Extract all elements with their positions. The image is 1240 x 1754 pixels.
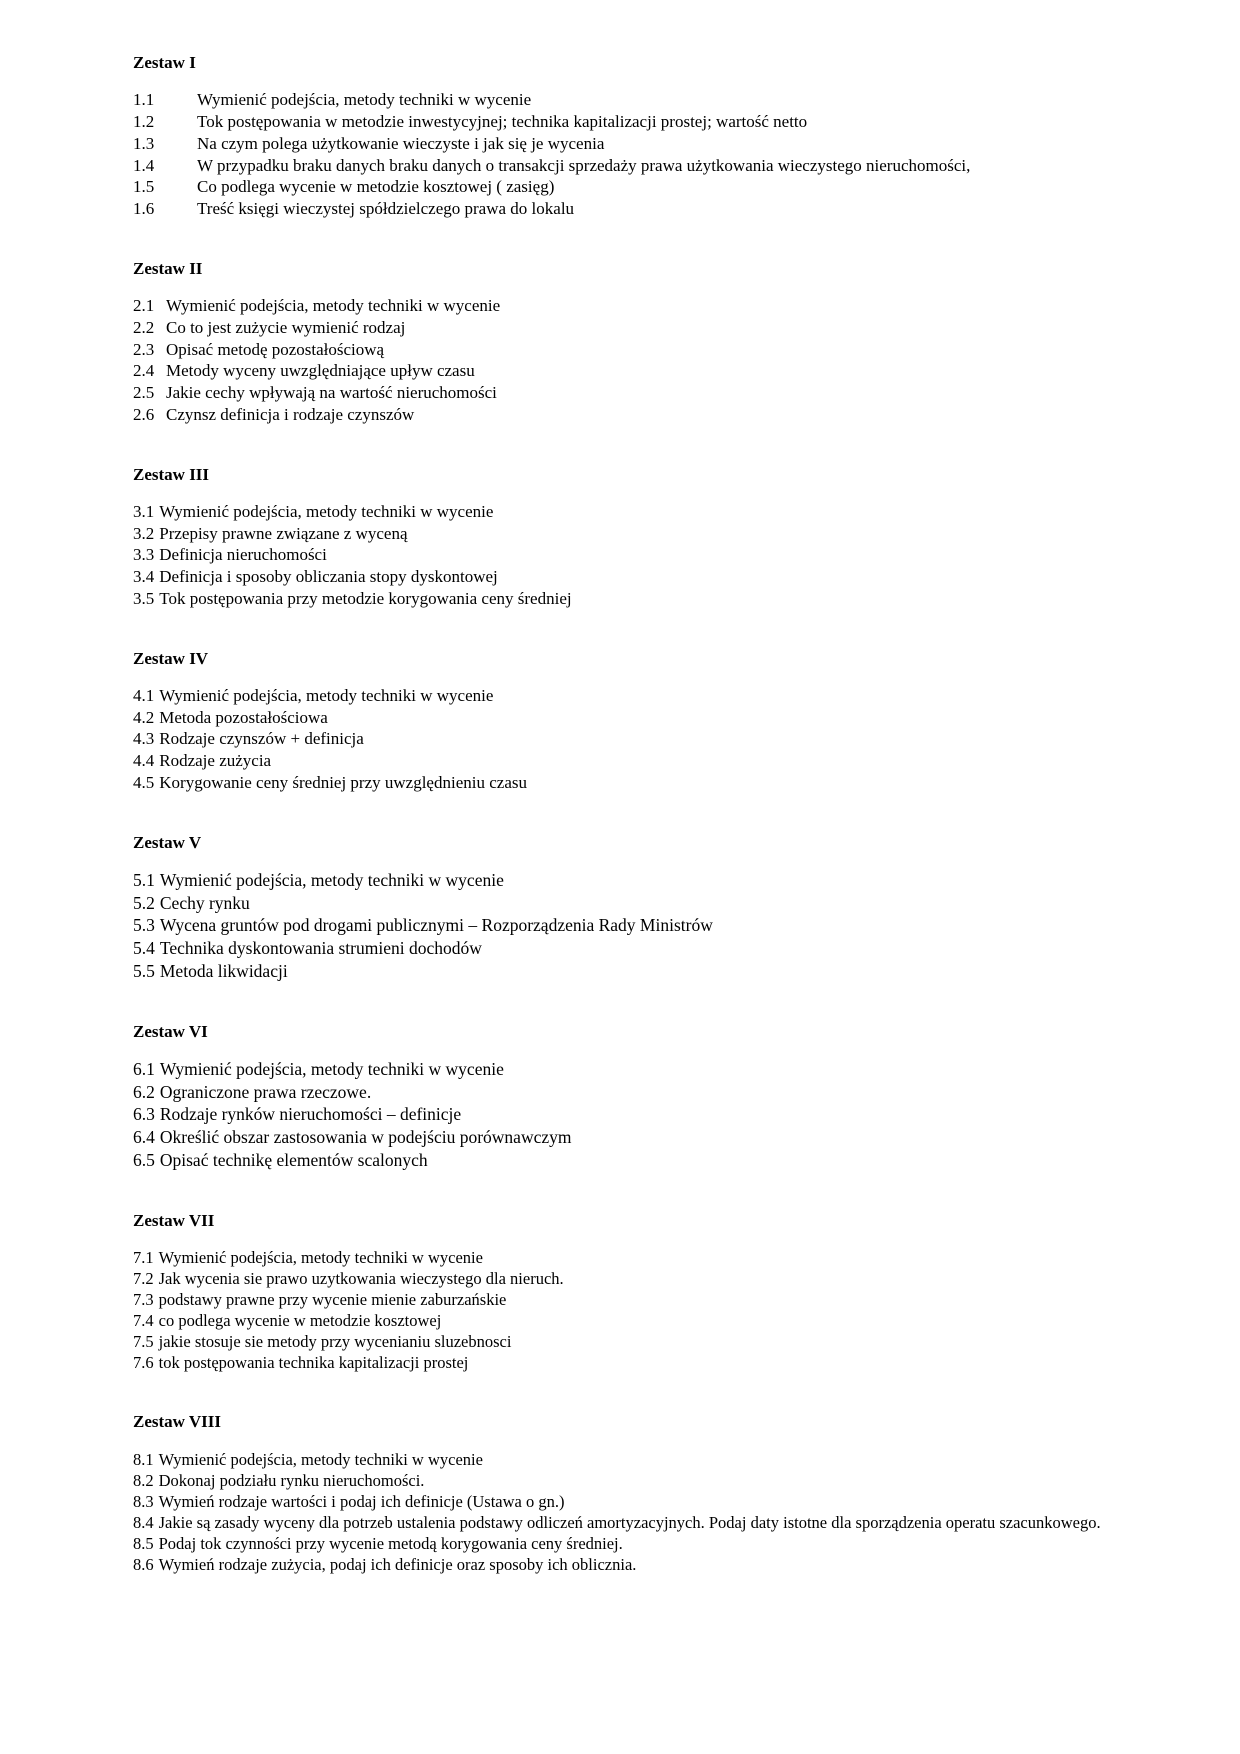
question-number: 7.1 (133, 1247, 154, 1267)
question-item (133, 869, 1130, 892)
question-text: Cechy rynku (159, 892, 250, 913)
question-item (133, 295, 1130, 317)
question-set (133, 1411, 1130, 1575)
question-text: Wymienić podejścia, metody techniki w wycenie (166, 296, 501, 315)
question-text: Na czym polega użytkowanie wieczyste i jak się je wycenia (197, 133, 605, 153)
question-text: podstawy prawne przy wycenie mienie zaburzańskie (158, 1289, 507, 1309)
question-text: Jakie są zasady wyceny dla potrzeb ustalenia podstawy odliczeń amortyzacyjnych. Podaj daty istotne dla sporządzenia operatu szacunkowego. (158, 1512, 1101, 1532)
question-number: 7.4 (133, 1311, 154, 1331)
question-item (133, 707, 1130, 729)
question-item (133, 1352, 1130, 1373)
question-text: Co to jest zużycie wymienić rodzaj (166, 317, 406, 337)
question-number: 6.5 (133, 1149, 155, 1170)
question-item (133, 892, 1130, 915)
question-number: 1.6 (133, 199, 155, 218)
question-set (133, 258, 1130, 426)
question-set (133, 1021, 1130, 1172)
question-text: Tok postępowania w metodzie inwestycyjnej; technika kapitalizacji prostej; wartość netto (197, 112, 808, 131)
question-text: Wymienić podejścia, metody techniki w wycenie (159, 1058, 504, 1079)
question-text: Metoda pozostałościowa (159, 707, 328, 727)
question-item (133, 1310, 1130, 1331)
question-text: Wymienić podejścia, metody techniki w wycenie (159, 685, 494, 705)
question-item (133, 1554, 1130, 1575)
question-item (133, 404, 1130, 426)
question-text: Przepisy prawne związane z wyceną (159, 523, 408, 543)
question-sets-container (133, 52, 1130, 1575)
question-item (133, 685, 1130, 707)
question-item (133, 1470, 1130, 1491)
question-item (133, 772, 1130, 794)
question-item (133, 914, 1130, 937)
question-text: Wymień rodzaje wartości i podaj ich definicje (Ustawa o gn.) (158, 1491, 565, 1511)
question-number: 4.5 (133, 772, 155, 792)
question-list (133, 89, 1130, 220)
question-text: Jak wycenia sie prawo uzytkowania wieczystego dla nieruch. (158, 1268, 564, 1288)
question-item (133, 523, 1130, 545)
question-number: 5.2 (133, 892, 155, 913)
question-text: Wymienić podejścia, metody techniki w wycenie (158, 1449, 483, 1469)
question-set (133, 52, 1130, 220)
question-number: 2.4 (133, 361, 155, 381)
question-number: 8.2 (133, 1470, 154, 1490)
question-item (133, 1289, 1130, 1310)
question-text: tok postępowania technika kapitalizacji prostej (158, 1353, 469, 1373)
question-number: 6.3 (133, 1104, 155, 1125)
question-item (133, 1247, 1130, 1268)
question-item (133, 1449, 1130, 1470)
question-text: Podaj tok czynności przy wycenie metodą korygowania ceny średniej. (158, 1534, 623, 1554)
question-number: 7.2 (133, 1268, 154, 1288)
question-number: 2.1 (133, 296, 155, 315)
section-title: Zestaw VI (133, 1021, 208, 1041)
question-list (133, 501, 1130, 610)
question-item (133, 1512, 1130, 1533)
question-text: Technika dyskontowania strumieni dochodów (159, 938, 482, 958)
question-text: Metody wyceny uwzględniające upływ czasu (166, 361, 475, 381)
question-number: 5.4 (133, 938, 155, 958)
question-item (133, 111, 1130, 133)
question-number: 4.3 (133, 729, 155, 749)
question-text: Wymienić podejścia, metody techniki w wycenie (158, 1247, 483, 1267)
question-list (133, 1449, 1130, 1576)
question-item (133, 155, 1130, 177)
question-set (133, 464, 1130, 610)
question-number: 5.3 (133, 915, 155, 936)
question-item (133, 728, 1130, 750)
question-text: Co podlega wycenie w metodzie kosztowej ( zasięg) (197, 177, 555, 197)
question-number: 7.6 (133, 1353, 154, 1373)
question-item (133, 1491, 1130, 1512)
question-number: 1.5 (133, 177, 155, 197)
question-item (133, 382, 1130, 404)
question-text: Czynsz definicja i rodzaje czynszów (166, 404, 415, 424)
question-number: 4.1 (133, 685, 155, 705)
question-item (133, 198, 1130, 220)
question-item (133, 960, 1130, 983)
question-text: Wymienić podejścia, metody techniki w wycenie (159, 501, 494, 521)
question-item (133, 176, 1130, 198)
section-title: Zestaw VII (133, 1210, 215, 1230)
question-number: 6.1 (133, 1058, 155, 1079)
question-number: 7.5 (133, 1332, 154, 1352)
question-number: 1.1 (133, 90, 155, 110)
question-text: co podlega wycenie w metodzie kosztowej (158, 1311, 442, 1331)
question-number: 1.4 (133, 155, 155, 175)
question-item (133, 1058, 1130, 1081)
question-number: 2.6 (133, 404, 155, 424)
question-item (133, 339, 1130, 361)
question-item (133, 937, 1130, 960)
question-number: 6.2 (133, 1081, 155, 1102)
question-number: 8.5 (133, 1534, 154, 1554)
question-item (133, 544, 1130, 566)
question-item (133, 1331, 1130, 1352)
question-list (133, 295, 1130, 426)
question-text: Wymień rodzaje zużycia, podaj ich definicje oraz sposoby ich oblicznia. (158, 1555, 637, 1575)
question-item (133, 1268, 1130, 1289)
question-text: Opisać metodę pozostałościową (166, 339, 385, 359)
question-text: Opisać technikę elementów scalonych (159, 1149, 428, 1170)
question-text: Wymienić podejścia, metody techniki w wycenie (197, 90, 532, 110)
question-number: 3.3 (133, 545, 155, 565)
question-text: Definicja nieruchomości (159, 545, 327, 565)
question-text: Rodzaje czynszów + definicja (159, 729, 364, 749)
question-number: 3.1 (133, 501, 155, 521)
question-list (133, 685, 1130, 794)
question-text: Rodzaje rynków nieruchomości – definicje (159, 1104, 462, 1125)
question-text: Określić obszar zastosowania w podejściu porównawczym (159, 1127, 572, 1147)
question-number: 8.4 (133, 1512, 154, 1532)
question-set (133, 1210, 1130, 1374)
question-text: Dokonaj podziału rynku nieruchomości. (158, 1470, 425, 1490)
question-number: 4.2 (133, 707, 155, 727)
question-number: 5.1 (133, 869, 155, 890)
question-text: Treść księgi wieczystej spółdzielczego prawa do lokalu (197, 199, 575, 218)
question-item (133, 501, 1130, 523)
question-number: 8.1 (133, 1449, 154, 1469)
question-text: Ograniczone prawa rzeczowe. (159, 1081, 372, 1102)
question-item (133, 1103, 1130, 1126)
question-number: 1.3 (133, 133, 155, 153)
question-number: 3.4 (133, 567, 155, 586)
question-text: Metoda likwidacji (159, 960, 288, 981)
question-item (133, 750, 1130, 772)
question-number: 8.3 (133, 1491, 154, 1511)
section-title: Zestaw IV (133, 648, 209, 668)
question-item (133, 1149, 1130, 1172)
question-item (133, 1533, 1130, 1554)
question-number: 6.4 (133, 1127, 155, 1147)
question-text: Tok postępowania przy metodzie korygowania ceny średniej (159, 588, 572, 608)
question-item (133, 360, 1130, 382)
question-text: Definicja i sposoby obliczania stopy dyskontowej (159, 567, 498, 586)
question-number: 1.2 (133, 112, 155, 131)
question-text: jakie stosuje sie metody przy wycenianiu sluzebnosci (158, 1332, 512, 1352)
question-text: Korygowanie ceny średniej przy uwzględnieniu czasu (159, 772, 527, 792)
question-item (133, 317, 1130, 339)
question-item (133, 133, 1130, 155)
question-item (133, 89, 1130, 111)
question-item (133, 1081, 1130, 1104)
question-number: 7.3 (133, 1289, 154, 1309)
question-item (133, 1126, 1130, 1149)
section-title: Zestaw V (133, 832, 202, 852)
question-text: Rodzaje zużycia (159, 751, 272, 770)
question-item (133, 588, 1130, 610)
question-text: W przypadku braku danych braku danych o transakcji sprzedaży prawa użytkowania wieczystego nieruchomości, (197, 155, 971, 175)
section-title: Zestaw II (133, 258, 203, 278)
question-list (133, 1247, 1130, 1374)
question-number: 3.5 (133, 588, 155, 608)
question-text: Wycena gruntów pod drogami publicznymi – Rozporządzenia Rady Ministrów (159, 915, 713, 936)
question-number: 3.2 (133, 523, 155, 543)
question-number: 5.5 (133, 960, 155, 981)
question-item (133, 566, 1130, 588)
section-title: Zestaw VIII (133, 1412, 222, 1432)
question-number: 8.6 (133, 1555, 154, 1575)
question-set (133, 648, 1130, 794)
question-text: Jakie cechy wpływają na wartość nieruchomości (166, 383, 497, 402)
question-set (133, 832, 1130, 983)
section-title: Zestaw III (133, 464, 210, 484)
question-list (133, 869, 1130, 983)
section-title: Zestaw I (133, 53, 196, 72)
question-text: Wymienić podejścia, metody techniki w wycenie (159, 869, 504, 890)
question-number: 2.5 (133, 383, 155, 402)
question-number: 2.2 (133, 317, 155, 337)
question-number: 2.3 (133, 339, 155, 359)
question-number: 4.4 (133, 751, 155, 770)
question-list (133, 1058, 1130, 1172)
